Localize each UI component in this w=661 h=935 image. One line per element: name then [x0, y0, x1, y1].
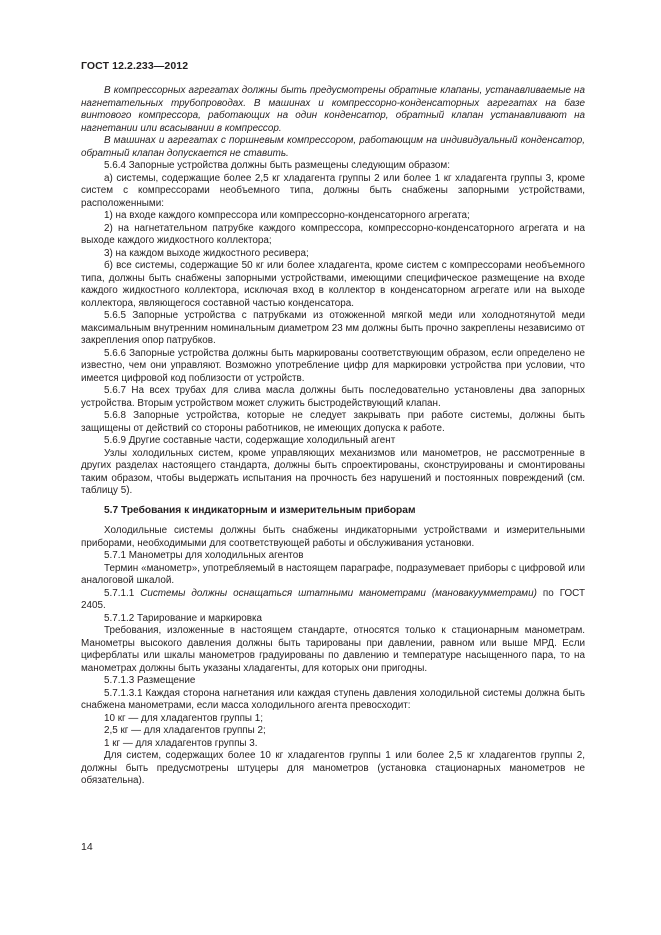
list-item: 10 кг — для хладагентов группы 1; [104, 712, 263, 724]
paragraph: Термин «манометр», употребляемый в настоящем параграфе, подразумевает приборы с цифровой или аналоговой шкалой. [81, 562, 585, 586]
paragraph: 5.7.1 Манометры для холодильных агентов [104, 550, 304, 561]
list-item: 3) на каждом выходе жидкостного ресивера; [104, 247, 309, 259]
paragraph: 5.6.9 Другие составные части, содержащие холодильный агент [104, 435, 396, 446]
paragraph: 5.6.7 На всех трубах для слива масла должны быть последовательно установлены два запорных устройства. Вторым устройством может служить быстродействующий клапан. [81, 385, 585, 409]
list-item: 1 кг — для хладагентов группы 3. [104, 737, 258, 749]
page-number: 14 [81, 841, 93, 853]
paragraph: 5.6.6 Запорные устройства должны быть маркированы соответствующим образом, если определено не известно, чем они управляют. Возможно употребление цифр для маркировки устройства при условии, что имеется цифровой код поблизости от устройств. [81, 347, 585, 384]
list-item: 1) на входе каждого компрессора или компрессорно-конденсаторного агрегата; [104, 210, 470, 221]
italic-text: Системы должны оснащаться штатными манометрами (мановакуумметрами) [140, 587, 537, 599]
list-item: 2) на нагнетательном патрубке каждого компрессора, компрессорно-конденсаторного агрегата и на выходе каждого жидкостного коллектора; [81, 222, 585, 246]
paragraph: б) все системы, содержащие 50 кг или более хладагента, кроме систем с компрессорами необъемного типа, должны быть снабжены запорными устройствами, имеющими специфическое размещение на входе каждого жидкостного коллектора, исключая вход в коллектор в конденсаторном агрегате или на выходе коллектора, являющегося составной частью конденсатора. [81, 260, 585, 309]
standard-reference: по ГОСТ 2405. [81, 587, 586, 611]
paragraph: 5.7.1.2 Тарирование и маркировка [104, 612, 262, 624]
document-header: ГОСТ 12.2.233—2012 [81, 60, 189, 72]
paragraph: Требования, изложенные в настоящем стандарте, относятся только к стационарным манометрам. Манометры высокого давления должны быть тарированы при давлении, равном или выше МРД. Если циферблаты или шкалы манометров градуированы по давлению и температуре насыщенного пара, то на манометрах должны быть указаны хладагенты, для которых они пригодны. [81, 625, 585, 674]
paragraph: а) системы, содержащие более 2,5 кг хладагента группы 2 или более 1 кг хладагента группы 3, кроме систем с компрессорами необъемного типа, должны быть снабжены запорными устройствами, расположенными: [81, 172, 585, 209]
paragraph: 5.6.5 Запорные устройства с патрубками из отожженной мягкой меди или холоднотянутой меди максимальным внутренним номинальным диаметром 23 мм должны быть прочно закреплены независимо от закрепления опор патрубков. [81, 310, 585, 346]
paragraph: 5.6.8 Запорные устройства, которые не следует закрывать при работе системы, должны быть защищены от действий со стороны работников, не имеющих допуска к работе. [81, 410, 585, 434]
paragraph: Холодильные системы должны быть снабжены индикаторными устройствами и измерительными приборами, необходимыми для соответствующей работы и обслуживания установки. [81, 525, 585, 549]
clause-number: 5.7.1.1 [104, 587, 141, 599]
paragraph: 5.7.1.3.1 Каждая сторона нагнетания или каждая ступень давления холодильной системы должна быть снабжена манометрами, если масса холодильного агента превосходит: [81, 687, 585, 711]
paragraph: В машинах и агрегатах с поршневым компрессором, работающим на индивидуальный конденсатор, обратный клапан допускается не ставить. [81, 135, 585, 159]
paragraph: В компрессорных агрегатах должны быть предусмотрены обратные клапаны, устанавливаемые на нагнетательных трубопроводах. В машинах и компрессорно-конденсаторных агрегатах на базе винтового компрессора, работающих на один конденсатор, обратный клапан устанавливают на нагнетании или всасывании в компрессор. [81, 85, 585, 134]
document-body [81, 85, 585, 788]
list-item: 2,5 кг — для хладагентов группы 2; [104, 725, 266, 736]
paragraph: Для систем, содержащих более 10 кг хладагентов группы 1 или более 2,5 кг хладагентов группы 2, должны быть предусмотрены штуцеры для манометров (установка стационарных манометров не обязательна). [81, 750, 585, 786]
paragraph: 5.7.1.3 Размещение [104, 675, 196, 686]
section-heading: 5.7 Требования к индикаторным и измерительным приборам [104, 504, 416, 516]
paragraph: 5.6.4 Запорные устройства должны быть размещены следующим образом: [104, 160, 450, 171]
paragraph: Узлы холодильных систем, кроме управляющих механизмов или манометров, не рассмотренные в других разделах настоящего стандарта, должны быть спроектированы, сконструированы и смонтированы таким образом, чтобы выдержать испытания на прочность без нарушений и постоянных повреждений (см. таблицу 5). [81, 447, 585, 496]
paragraph [81, 588, 585, 613]
